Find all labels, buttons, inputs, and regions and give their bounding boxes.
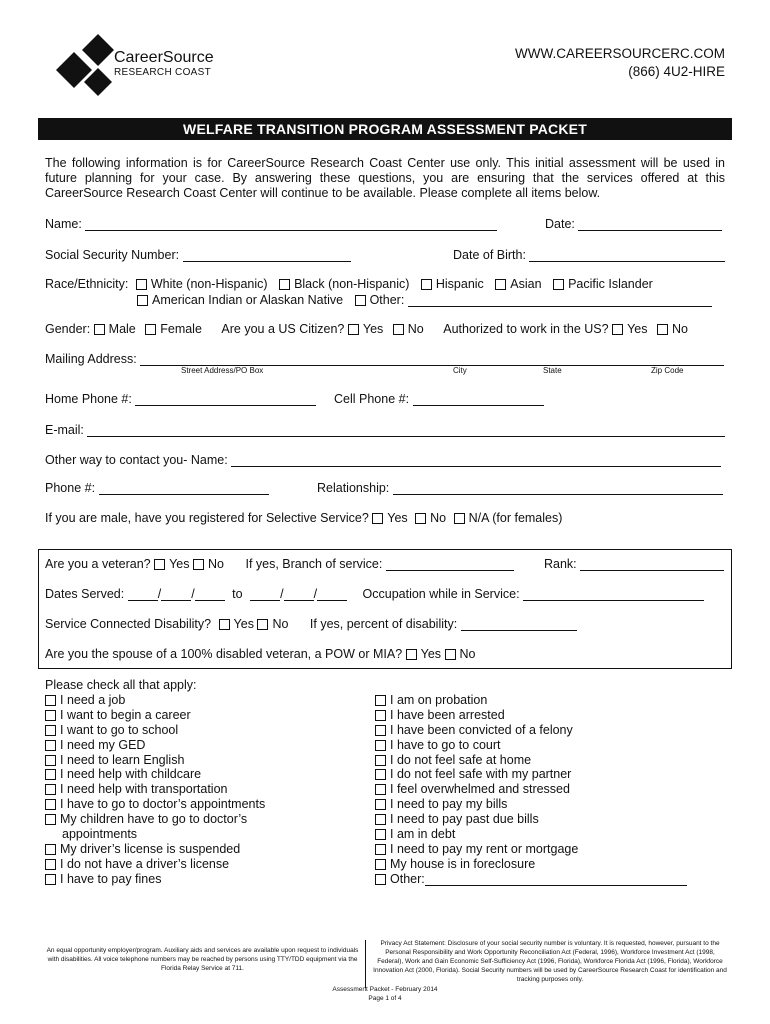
ssn-row xyxy=(45,248,351,262)
list-item-label: I am on probation xyxy=(390,693,488,707)
dates-slash-3: / xyxy=(280,587,284,601)
contact-phone-label: Phone #: xyxy=(45,481,96,495)
percent-field[interactable] xyxy=(461,617,577,631)
need-ged-checkbox[interactable] xyxy=(45,740,56,751)
list-item-label: I need to pay my bills xyxy=(390,797,508,812)
other-contact-row xyxy=(45,453,721,467)
list-item xyxy=(45,782,265,797)
dob-label: Date of Birth: xyxy=(453,248,526,262)
rank-row xyxy=(544,557,724,571)
name-row xyxy=(45,217,497,231)
license-suspended-checkbox[interactable] xyxy=(45,844,56,855)
addr-state-caption: State xyxy=(543,366,562,375)
list-item xyxy=(375,827,687,842)
list-item-label: I need a job xyxy=(60,693,126,707)
addr-zip-caption: Zip Code xyxy=(651,366,684,375)
list-item xyxy=(375,842,687,857)
authorized-yes-checkbox[interactable] xyxy=(612,324,623,335)
doctor-appointments-checkbox[interactable] xyxy=(45,799,56,810)
dates-to-month[interactable] xyxy=(250,587,280,601)
intro-text: The following information is for CareerSource Research Coast Center use only. This initial assessment will be used in future planning for your case. By answering these questions, you are ensuring that the services offered at this CareerSource Research Coast Center will continue to be available. Please complete all items below. xyxy=(45,156,725,200)
packet-date: Assessment Packet - February 2014 xyxy=(332,986,438,993)
learn-english-checkbox[interactable] xyxy=(45,755,56,766)
disability-label: Service Connected Disability? xyxy=(45,617,212,631)
gender-row xyxy=(45,322,688,336)
selective-no-label: No xyxy=(430,511,447,525)
disability-no-checkbox[interactable] xyxy=(257,619,268,630)
page-title: WELFARE TRANSITION PROGRAM ASSESSMENT PACKET xyxy=(38,118,732,140)
home-phone-field[interactable] xyxy=(135,392,316,406)
selective-na-checkbox[interactable] xyxy=(454,513,465,524)
hire-phone: (866) 4U2-HIRE xyxy=(628,64,725,79)
list-item-continued xyxy=(45,827,265,842)
authorized-yes-label: Yes xyxy=(627,322,648,336)
veteran-label: Are you a veteran? xyxy=(45,557,151,571)
logo-name: CareerSource xyxy=(114,49,214,66)
branch-label: If yes, Branch of service: xyxy=(245,557,383,571)
email-label: E-mail: xyxy=(45,423,84,437)
list-item-label: I need help with childcare xyxy=(60,767,202,782)
list-item-label: I do not have a driver’s license xyxy=(60,856,230,871)
spouse-yes-checkbox[interactable] xyxy=(406,649,417,660)
list-item xyxy=(45,693,265,708)
dates-slash-2: / xyxy=(191,587,195,601)
home-phone-row xyxy=(45,392,316,406)
no-license-checkbox[interactable] xyxy=(45,859,56,870)
ssn-label: Social Security Number: xyxy=(45,248,180,262)
dates-from-year[interactable] xyxy=(195,587,225,601)
list-item-label: I have been arrested xyxy=(390,707,505,722)
logo xyxy=(52,34,222,96)
citizen-no-checkbox[interactable] xyxy=(393,324,404,335)
overwhelmed-checkbox[interactable] xyxy=(375,784,386,795)
contact-phone-field[interactable] xyxy=(99,481,269,495)
list-item xyxy=(375,738,687,753)
rent-mortgage-checkbox[interactable] xyxy=(375,844,386,855)
occupation-field[interactable] xyxy=(523,587,704,601)
list-item xyxy=(375,723,687,738)
veteran-no-label: No xyxy=(208,557,224,571)
race-white-label: White (non-Hispanic) xyxy=(150,277,268,291)
transportation-checkbox[interactable] xyxy=(45,784,56,795)
checklist-left xyxy=(45,693,265,887)
race-other-label: Other: xyxy=(369,293,405,307)
list-item xyxy=(45,857,265,872)
begin-career-checkbox[interactable] xyxy=(45,710,56,721)
list-item-label: I do not feel safe at home xyxy=(390,752,532,767)
arrested-checkbox[interactable] xyxy=(375,710,386,721)
past-due-bills-checkbox[interactable] xyxy=(375,814,386,825)
website: WWW.CAREERSOURCERC.COM xyxy=(515,46,725,61)
home-phone-label: Home Phone #: xyxy=(45,392,132,406)
list-item xyxy=(45,812,265,827)
contact-phone-row xyxy=(45,481,269,495)
veteran-yes-label: Yes xyxy=(169,557,190,571)
dates-to-label: to xyxy=(232,587,243,601)
pay-fines-checkbox[interactable] xyxy=(45,874,56,885)
citizen-label: Are you a US Citizen? xyxy=(221,322,345,336)
spouse-row xyxy=(45,647,476,661)
list-item-label: I am in debt xyxy=(390,827,456,842)
name-field[interactable] xyxy=(85,217,497,231)
race-label: Race/Ethnicity: xyxy=(45,277,129,291)
list-item xyxy=(375,797,687,812)
race-pacific-label: Pacific Islander xyxy=(568,277,653,291)
list-item-label: My driver’s license is suspended xyxy=(60,841,241,856)
dates-label: Dates Served: xyxy=(45,587,125,601)
race-asian-label: Asian xyxy=(510,277,542,291)
privacy-statement: Privacy Act Statement: Disclosure of your social security number is voluntary. It is requested, however, pursuant to the Personal Responsibility and Work Opportunity Reconciliation Act (Federal, 1996), Workforce Investment Act (1998, Federal), Work and Gain Economic Self-Sufficiency Act (1996, Florida), Workforce Florida Act (1996, Florida), Workforce Innovation Act (2000, Florida). Social Security numbers will be used by CareerSource Research Coast for identification and tracking purposes only. xyxy=(373,940,727,983)
addr-city-caption: City xyxy=(453,366,467,375)
name-label: Name: xyxy=(45,217,82,231)
female-checkbox[interactable] xyxy=(145,324,156,335)
other-field[interactable] xyxy=(425,872,687,886)
list-item-label: I need to pay my rent or mortgage xyxy=(390,841,579,856)
citizen-no-label: No xyxy=(407,322,424,336)
mailing-row xyxy=(45,352,724,366)
addr-street-caption: Street Address/PO Box xyxy=(181,366,264,375)
checklist-heading: Please check all that apply: xyxy=(45,678,197,692)
relationship-field[interactable] xyxy=(393,481,723,495)
list-item-label: My house is in foreclosure xyxy=(390,856,536,871)
other-checkbox[interactable] xyxy=(375,874,386,885)
race-native-checkbox[interactable] xyxy=(137,295,148,306)
disability-yes-label: Yes xyxy=(233,617,254,631)
veteran-yes-checkbox[interactable] xyxy=(154,559,165,570)
cell-phone-field[interactable] xyxy=(413,392,544,406)
list-item xyxy=(375,753,687,768)
authorized-no-label: No xyxy=(671,322,688,336)
list-item xyxy=(375,708,687,723)
relationship-row xyxy=(317,481,723,495)
selective-label: If you are male, have you registered for Selective Service? xyxy=(45,511,369,525)
race-black-checkbox[interactable] xyxy=(279,279,290,290)
spouse-no-label: No xyxy=(459,647,476,661)
race-hispanic-label: Hispanic xyxy=(435,277,484,291)
checklist-right xyxy=(375,693,687,887)
dates-from-day[interactable] xyxy=(161,587,191,601)
list-item-label: I have been convicted of a felony xyxy=(390,722,573,737)
dates-from-month[interactable] xyxy=(128,587,158,601)
race-black-label: Black (non-Hispanic) xyxy=(294,277,410,291)
list-item-label: I need to learn English xyxy=(60,752,185,767)
rank-label: Rank: xyxy=(544,557,577,571)
list-item-label: I need help with transportation xyxy=(60,782,228,797)
list-item-label: I do not feel safe with my partner xyxy=(390,767,572,782)
dates-to-year[interactable] xyxy=(317,587,347,601)
list-item xyxy=(45,753,265,768)
gender-label: Gender: xyxy=(45,322,91,336)
footer-divider xyxy=(365,940,366,988)
selective-yes-checkbox[interactable] xyxy=(372,513,383,524)
disability-row xyxy=(45,617,577,631)
selective-row xyxy=(45,511,562,525)
childcare-checkbox[interactable] xyxy=(45,769,56,780)
selective-no-checkbox[interactable] xyxy=(415,513,426,524)
race-asian-checkbox[interactable] xyxy=(495,279,506,290)
race-other-field[interactable] xyxy=(408,293,712,307)
rank-field[interactable] xyxy=(580,557,724,571)
disability-yes-checkbox[interactable] xyxy=(219,619,230,630)
selective-yes-label: Yes xyxy=(387,511,408,525)
list-item-label: I have to go to doctor’s appointments xyxy=(60,797,266,812)
email-row xyxy=(45,423,725,437)
percent-label: If yes, percent of disability: xyxy=(309,617,458,631)
race-other-checkbox[interactable] xyxy=(355,295,366,306)
cell-phone-row xyxy=(334,392,544,406)
list-item xyxy=(45,872,265,887)
list-item xyxy=(45,842,265,857)
list-item-label: I want to begin a career xyxy=(60,707,191,722)
race-native-label: American Indian or Alaskan Native xyxy=(152,293,344,307)
unsafe-home-checkbox[interactable] xyxy=(375,755,386,766)
unsafe-partner-checkbox[interactable] xyxy=(375,769,386,780)
foreclosure-checkbox[interactable] xyxy=(375,859,386,870)
pay-bills-checkbox[interactable] xyxy=(375,799,386,810)
email-field[interactable] xyxy=(87,423,725,437)
logo-mark-icon xyxy=(52,34,114,96)
list-item xyxy=(375,872,687,887)
list-item xyxy=(375,767,687,782)
list-item xyxy=(375,693,687,708)
list-item xyxy=(375,857,687,872)
branch-field[interactable] xyxy=(386,557,514,571)
male-checkbox[interactable] xyxy=(94,324,105,335)
other-contact-field[interactable] xyxy=(231,453,721,467)
need-job-checkbox[interactable] xyxy=(45,695,56,706)
race-row xyxy=(45,277,653,291)
cell-phone-label: Cell Phone #: xyxy=(334,392,410,406)
spouse-yes-label: Yes xyxy=(420,647,442,661)
list-item-label: I want to go to school xyxy=(60,722,179,737)
list-item xyxy=(45,797,265,812)
authorized-no-checkbox[interactable] xyxy=(657,324,668,335)
mailing-field[interactable] xyxy=(140,352,724,366)
mailing-label: Mailing Address: xyxy=(45,352,137,366)
female-label: Female xyxy=(160,322,202,336)
children-doctor-checkbox[interactable] xyxy=(45,814,56,825)
dob-field[interactable] xyxy=(529,248,725,262)
disability-no-label: No xyxy=(272,617,289,631)
in-debt-checkbox[interactable] xyxy=(375,829,386,840)
male-label: Male xyxy=(108,322,136,336)
other-contact-label: Other way to contact you- Name: xyxy=(45,453,228,467)
list-item-label: I feel overwhelmed and stressed xyxy=(390,782,570,797)
race-pacific-checkbox[interactable] xyxy=(553,279,564,290)
list-item-label: I have to go to court xyxy=(390,737,501,752)
date-label: Date: xyxy=(545,217,575,231)
dates-row xyxy=(45,587,704,601)
relationship-label: Relationship: xyxy=(317,481,390,495)
occupation-label: Occupation while in Service: xyxy=(362,587,520,601)
spouse-label: Are you the spouse of a 100% disabled veteran, a POW or MIA? xyxy=(45,647,403,661)
list-item xyxy=(45,767,265,782)
dates-slash-1: / xyxy=(157,587,162,601)
probation-checkbox[interactable] xyxy=(375,695,386,706)
list-item-label: Other: xyxy=(390,871,425,886)
date-row xyxy=(545,217,722,231)
court-checkbox[interactable] xyxy=(375,740,386,751)
list-item xyxy=(375,782,687,797)
list-item xyxy=(45,738,265,753)
list-item-label: My children have to go to doctor’s xyxy=(60,812,248,827)
spouse-no-checkbox[interactable] xyxy=(445,649,456,660)
citizen-yes-checkbox[interactable] xyxy=(348,324,359,335)
veteran-row xyxy=(45,557,514,571)
citizen-yes-label: Yes xyxy=(362,322,384,336)
eeo-statement: An equal opportunity employer/program. Auxiliary aids and services are available upon request to individuals with disabilities. All voice telephone numbers may be reached by persons using TTY/TDD equipment via the Florida Relay Service at 711. xyxy=(46,947,359,972)
list-item xyxy=(375,812,687,827)
race-white-checkbox[interactable] xyxy=(136,279,147,290)
list-item-label: appointments xyxy=(62,827,138,842)
race-hispanic-checkbox[interactable] xyxy=(421,279,432,290)
ssn-field[interactable] xyxy=(183,248,351,262)
list-item xyxy=(45,723,265,738)
list-item-label: I have to pay fines xyxy=(60,871,162,886)
veteran-no-checkbox[interactable] xyxy=(193,559,204,570)
list-item-label: I need to pay past due bills xyxy=(390,812,539,827)
go-to-school-checkbox[interactable] xyxy=(45,725,56,736)
selective-na-label: N/A (for females) xyxy=(468,511,563,525)
felony-checkbox[interactable] xyxy=(375,725,386,736)
list-item xyxy=(45,708,265,723)
list-item-label: I need my GED xyxy=(60,737,146,752)
date-field[interactable] xyxy=(578,217,722,231)
page-number: Page 1 of 4 xyxy=(368,995,402,1002)
logo-subtitle: RESEARCH COAST xyxy=(114,67,211,78)
dates-slash-4: / xyxy=(313,587,318,601)
authorized-label: Authorized to work in the US? xyxy=(443,322,609,336)
dob-row xyxy=(453,248,725,262)
dates-to-day[interactable] xyxy=(284,587,314,601)
race-row-2 xyxy=(137,293,712,307)
